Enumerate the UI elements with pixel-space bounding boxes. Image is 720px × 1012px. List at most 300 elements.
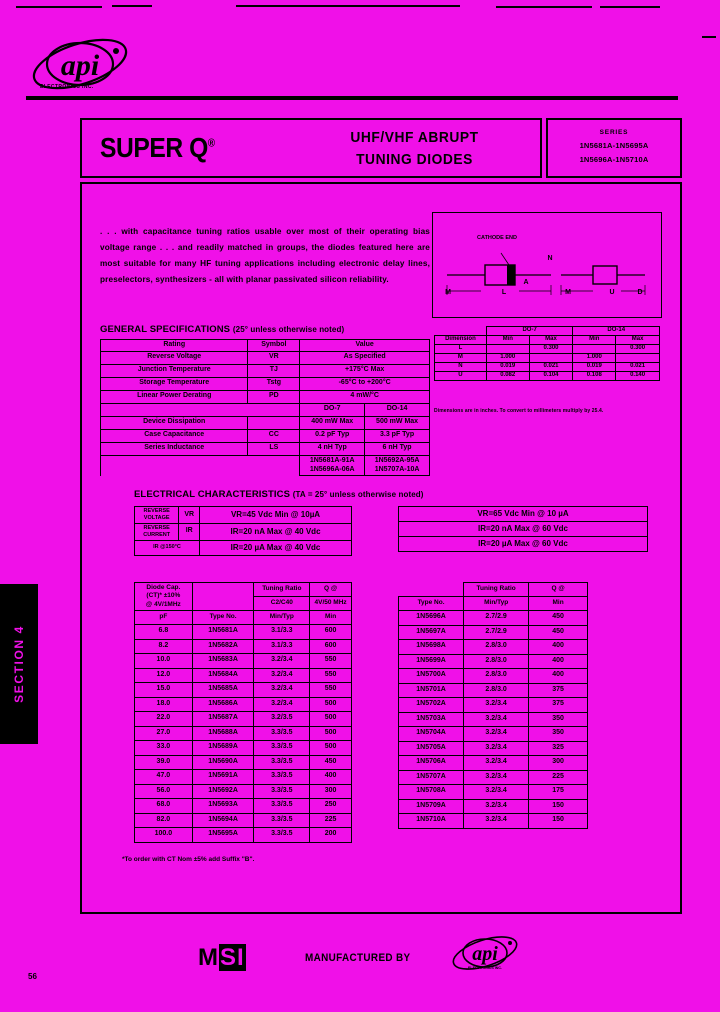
minmax-header: Min — [486, 336, 529, 345]
content-frame — [80, 182, 682, 914]
rating-cell: Storage Temperature — [101, 377, 248, 390]
q-cell: 600 — [310, 625, 352, 640]
type-no-cell: 1N5697A — [399, 625, 464, 640]
q-cell: 300 — [310, 784, 352, 799]
tuning-ratio-cell: 3.3/3.5 — [254, 755, 310, 770]
type-no-cell: 1N5709A — [399, 799, 464, 814]
rating-cell: Linear Power Derating — [101, 390, 248, 403]
table-row — [135, 668, 352, 683]
tuning-ratio-cell: 2.8/3.0 — [464, 683, 529, 698]
registered-mark: ® — [207, 137, 215, 150]
column-header: Rating — [101, 340, 248, 352]
type-no-cell: 1N5705A — [399, 741, 464, 756]
type-no-cell: 1N5696A — [399, 611, 464, 626]
electrical-characteristics-left — [134, 506, 352, 556]
parameter-value: IR=20 nA Max @ 40 Vdc — [200, 523, 352, 540]
cap-unit: pF — [135, 611, 193, 625]
msi-logo-m: M — [198, 944, 219, 971]
q-cell: 350 — [529, 712, 588, 727]
package-label-l: L — [501, 289, 507, 296]
dimension-column-header: Dimension — [435, 336, 487, 345]
title-box — [80, 118, 542, 178]
type-no-cell: 1N5690A — [192, 755, 254, 770]
package-outline-diagram — [432, 212, 662, 318]
tuning-ratio-cell: 3.2/3.4 — [254, 697, 310, 712]
q-cell: 325 — [529, 741, 588, 756]
do14-cell: 3.3 pF Typ — [365, 429, 430, 442]
table-row — [399, 741, 588, 756]
do7-cell: 1N5681A-91A 1N5696A-06A — [300, 455, 365, 476]
table-row — [435, 345, 660, 354]
q-cell: 400 — [310, 770, 352, 785]
package-label-m-left: M — [445, 289, 451, 296]
q-cell: 400 — [529, 640, 588, 655]
type-no-cell: 1N5695A — [192, 828, 254, 843]
table-unit-row — [399, 597, 588, 611]
svg-text:api: api — [60, 49, 100, 82]
capacitance-cell: 10.0 — [135, 654, 193, 669]
series-label: SERIES — [599, 129, 629, 136]
type-header — [192, 583, 254, 611]
type-no-cell: 1N5707A — [399, 770, 464, 785]
symbol-cell: TJ — [248, 364, 300, 377]
q-cell: 175 — [529, 785, 588, 800]
table-row — [135, 784, 352, 799]
type-no-label: Type No. — [192, 611, 254, 625]
blank-cell — [101, 403, 300, 416]
table-row — [101, 455, 430, 476]
tuning-ratio-cell: 2.8/3.0 — [464, 669, 529, 684]
type-no-cell: 1N5684A — [192, 668, 254, 683]
q-cell: 225 — [310, 813, 352, 828]
electrical-heading-note: (TA = 25° unless otherwise noted) — [292, 490, 424, 499]
table-row — [135, 507, 352, 524]
manufactured-by-label: MANUFACTURED BY — [305, 952, 411, 964]
scan-artifact — [236, 5, 460, 7]
table-row — [399, 698, 588, 713]
rating-cell: Case Capacitance — [101, 429, 248, 442]
section-tab — [0, 584, 38, 744]
table-row — [101, 442, 430, 455]
table-header-row — [135, 583, 352, 597]
do14-min-cell: 0.108 — [573, 372, 616, 381]
q-cell: 550 — [310, 668, 352, 683]
table-row — [135, 755, 352, 770]
capacitance-cell: 33.0 — [135, 741, 193, 756]
package-label-cathode: CATHODE END — [477, 235, 517, 241]
tuning-ratio-sub: C2/C40 — [254, 597, 310, 611]
q-header: Q @ — [310, 583, 352, 597]
tuning-ratio-cell: 3.3/3.5 — [254, 770, 310, 785]
tuning-ratio-cell: 3.3/3.5 — [254, 828, 310, 843]
parametric-table-right — [398, 582, 588, 829]
symbol-cell — [248, 455, 300, 476]
rating-cell: Junction Temperature — [101, 364, 248, 377]
table-row — [101, 351, 430, 364]
value-cell: -65°C to +200°C — [300, 377, 430, 390]
q-cell: 350 — [529, 727, 588, 742]
tuning-ratio-cell: 2.7/2.9 — [464, 625, 529, 640]
q-cell: 450 — [310, 755, 352, 770]
q-cell: 550 — [310, 683, 352, 698]
q-cell: 500 — [310, 712, 352, 727]
type-no-cell: 1N5693A — [192, 799, 254, 814]
table-row — [135, 828, 352, 843]
q-cell: 450 — [529, 611, 588, 626]
do7-min-cell — [486, 345, 529, 354]
q-cell: 225 — [529, 770, 588, 785]
capacitance-cell: 82.0 — [135, 813, 193, 828]
tuning-ratio-header: Tuning Ratio — [464, 583, 529, 597]
msi-logo-si: SI — [220, 944, 245, 971]
type-no-cell: 1N5692A — [192, 784, 254, 799]
product-name — [100, 132, 215, 164]
do14-cell: 1N5692A-95A 1N5707A-10A — [365, 455, 430, 476]
tuning-ratio-cell: 3.2/3.4 — [464, 770, 529, 785]
electrical-characteristics-right — [398, 506, 648, 552]
table-row — [399, 654, 588, 669]
tuning-ratio-cell: 2.8/3.0 — [464, 654, 529, 669]
spacer-cell — [399, 583, 464, 597]
tuning-ratio-header: Tuning Ratio — [254, 583, 310, 597]
type-no-cell: 1N5688A — [192, 726, 254, 741]
header-rule — [26, 96, 678, 100]
parameter-label: IR @150°C — [135, 540, 200, 555]
parameter-symbol: IR — [179, 523, 200, 540]
q-header: Q @ — [529, 583, 588, 597]
table-row — [399, 640, 588, 655]
q-cell: 550 — [310, 654, 352, 669]
table-row — [135, 683, 352, 698]
scan-artifact — [496, 6, 592, 8]
table-unit-row — [135, 611, 352, 625]
q-cell: 375 — [529, 683, 588, 698]
table-row — [135, 799, 352, 814]
value-cell: 4 mW/°C — [300, 390, 430, 403]
table-row — [135, 654, 352, 669]
q-cell: 375 — [529, 698, 588, 713]
q-cell: 500 — [310, 697, 352, 712]
q-sub: 4V/50 MHz — [310, 597, 352, 611]
dimension-cell: N — [435, 363, 487, 372]
minmax-header: Max — [616, 336, 660, 345]
dimension-cell: L — [435, 345, 487, 354]
type-no-cell: 1N5698A — [399, 640, 464, 655]
do14-min-cell — [573, 345, 616, 354]
dimension-cell: M — [435, 354, 487, 363]
q-cell: 300 — [529, 756, 588, 771]
package-column-header: DO-14 — [365, 403, 430, 416]
q-cell: 450 — [529, 625, 588, 640]
type-no-cell: 1N5700A — [399, 669, 464, 684]
table-row — [399, 537, 648, 552]
rating-cell: Series Inductance — [101, 442, 248, 455]
table-row — [399, 770, 588, 785]
do14-max-cell: 0.140 — [616, 372, 660, 381]
product-name-text: SUPER Q — [100, 132, 208, 163]
q-cell: 400 — [529, 669, 588, 684]
table-row — [399, 611, 588, 626]
api-footer-logo-subtext: ELECTRONICS INC. — [468, 966, 502, 970]
tuning-minmax-label: Min/Typ — [254, 611, 310, 625]
capacitance-cell: 12.0 — [135, 668, 193, 683]
table-row — [399, 683, 588, 698]
tuning-ratio-cell: 3.1/3.3 — [254, 625, 310, 640]
tuning-minmax-label: Min/Typ — [464, 597, 529, 611]
table-row — [135, 770, 352, 785]
q-cell: 200 — [310, 828, 352, 843]
type-no-cell: 1N5681A — [192, 625, 254, 640]
capacitance-cell: 68.0 — [135, 799, 193, 814]
type-no-cell: 1N5694A — [192, 813, 254, 828]
dimension-cell: U — [435, 372, 487, 381]
svg-text:api: api — [472, 943, 498, 965]
table-header-row — [399, 583, 588, 597]
type-no-cell: 1N5706A — [399, 756, 464, 771]
do14-max-cell: 0.021 — [616, 363, 660, 372]
api-logo-subtext: ELECTRONICS INC. — [40, 84, 94, 90]
product-subtitle-line1: UHF/VHF ABRUPT — [350, 129, 479, 146]
do7-max-cell — [529, 354, 573, 363]
minmax-header: Max — [529, 336, 573, 345]
capacitance-cell: 47.0 — [135, 770, 193, 785]
type-no-label: Type No. — [399, 597, 464, 611]
parametric-table-left — [134, 582, 352, 843]
series-range-1: 1N5681A-1N5695A — [579, 141, 649, 150]
general-specs-heading-note: (25° unless otherwise noted) — [232, 325, 345, 334]
product-subtitle-line2: TUNING DIODES — [356, 150, 473, 168]
type-no-cell: 1N5682A — [192, 639, 254, 654]
scan-artifact — [16, 6, 102, 8]
type-no-cell: 1N5686A — [192, 697, 254, 712]
table-row — [135, 540, 352, 555]
package-label-d: D — [637, 289, 643, 296]
general-specs-heading — [100, 324, 344, 335]
table-row — [399, 799, 588, 814]
cap-header: Diode Cap. (CT)* ±10% @ 4V/1MHz — [135, 583, 193, 611]
table-row — [399, 625, 588, 640]
q-minmax-label: Min — [310, 611, 352, 625]
symbol-cell — [248, 416, 300, 429]
scan-artifact — [600, 6, 660, 8]
capacitance-cell: 27.0 — [135, 726, 193, 741]
do14-max-cell — [616, 354, 660, 363]
do7-max-cell: 0.104 — [529, 372, 573, 381]
capacitance-cell: 15.0 — [135, 683, 193, 698]
parameter-value: VR=45 Vdc Min @ 10µA — [200, 507, 352, 524]
capacitance-cell: 6.8 — [135, 625, 193, 640]
capacitance-cell: 100.0 — [135, 828, 193, 843]
table-row — [135, 813, 352, 828]
table-header-row — [101, 340, 430, 352]
tuning-ratio-cell: 3.2/3.4 — [464, 756, 529, 771]
package-label-m-right: M — [565, 289, 571, 296]
q-cell: 600 — [310, 639, 352, 654]
tuning-ratio-cell: 3.3/3.5 — [254, 741, 310, 756]
tuning-ratio-cell: 3.3/3.5 — [254, 813, 310, 828]
do7-cell: 4 nH Typ — [300, 442, 365, 455]
symbol-cell: LS — [248, 442, 300, 455]
blank-cell — [435, 327, 487, 336]
symbol-cell: PD — [248, 390, 300, 403]
package-group-header: DO-14 — [573, 327, 660, 336]
table-subheader-row — [101, 403, 430, 416]
series-box — [546, 118, 682, 178]
rating-cell: Device Dissipation — [101, 416, 248, 429]
tuning-ratio-cell: 3.3/3.5 — [254, 726, 310, 741]
parameter-label: REVERSE VOLTAGE — [135, 507, 179, 524]
tuning-ratio-cell: 2.7/2.9 — [464, 611, 529, 626]
do7-max-cell: 0.021 — [529, 363, 573, 372]
table-row — [135, 712, 352, 727]
msi-logo — [198, 944, 246, 972]
do7-min-cell: 1.000 — [486, 354, 529, 363]
symbol-cell: VR — [248, 351, 300, 364]
capacitance-cell: 22.0 — [135, 712, 193, 727]
tuning-ratio-cell: 3.2/3.4 — [464, 727, 529, 742]
type-no-cell: 1N5708A — [399, 785, 464, 800]
parameter-value: IR=20 µA Max @ 60 Vdc — [399, 537, 648, 552]
q-cell: 400 — [529, 654, 588, 669]
table-row — [399, 756, 588, 771]
type-no-cell: 1N5702A — [399, 698, 464, 713]
package-label-n: N — [547, 255, 553, 262]
do7-min-cell: 0.019 — [486, 363, 529, 372]
api-logo — [28, 38, 136, 90]
table-row — [399, 727, 588, 742]
capacitance-cell: 8.2 — [135, 639, 193, 654]
table-row — [101, 364, 430, 377]
table-row — [135, 741, 352, 756]
type-no-cell: 1N5701A — [399, 683, 464, 698]
tuning-ratio-cell: 3.2/3.4 — [464, 741, 529, 756]
parameter-value: VR=65 Vdc Min @ 10 µA — [399, 507, 648, 522]
tuning-ratio-cell: 3.2/3.4 — [254, 654, 310, 669]
type-no-cell: 1N5703A — [399, 712, 464, 727]
table-row — [399, 785, 588, 800]
capacitance-cell: 39.0 — [135, 755, 193, 770]
general-specifications-table — [100, 339, 430, 476]
type-no-cell: 1N5699A — [399, 654, 464, 669]
electrical-heading — [134, 489, 424, 500]
tuning-ratio-cell: 3.2/3.4 — [254, 683, 310, 698]
table-row — [399, 669, 588, 684]
tuning-ratio-cell: 3.2/3.5 — [254, 712, 310, 727]
package-label-a: A — [523, 279, 529, 286]
table-row — [101, 429, 430, 442]
table-row — [101, 390, 430, 403]
page-number: 56 — [28, 972, 37, 981]
do14-min-cell: 0.019 — [573, 363, 616, 372]
tuning-ratio-cell: 2.8/3.0 — [464, 640, 529, 655]
type-no-cell: 1N5691A — [192, 770, 254, 785]
do7-cell: 0.2 pF Typ — [300, 429, 365, 442]
table-row — [135, 726, 352, 741]
section-tab-label: SECTION 4 — [12, 625, 26, 703]
tuning-ratio-cell: 3.1/3.3 — [254, 639, 310, 654]
q-cell: 150 — [529, 814, 588, 829]
parameter-symbol: VR — [179, 507, 200, 524]
intro-paragraph: . . . with capacitance tuning ratios usable over most of their operating bias voltage range . . . and readily matched in groups, the diodes featured here are most suitable for many HF tuning applications including electronic delay lines, preselectors, synthesizers - all with planar passivated silicon reliability. — [100, 227, 430, 285]
package-label-u: U — [609, 289, 615, 296]
q-cell: 500 — [310, 741, 352, 756]
rating-cell: Reverse Voltage — [101, 351, 248, 364]
table-row — [435, 372, 660, 381]
type-no-cell: 1N5689A — [192, 741, 254, 756]
table-row — [399, 814, 588, 829]
scan-artifact — [702, 36, 716, 38]
tuning-ratio-cell: 3.2/3.4 — [464, 799, 529, 814]
tuning-ratio-cell: 3.3/3.5 — [254, 799, 310, 814]
table-row — [135, 697, 352, 712]
dimension-note: Dimensions are in inches. To convert to millimeters multiply by 25.4. — [434, 408, 604, 414]
do14-cell: 500 mW Max — [365, 416, 430, 429]
product-subtitle — [306, 127, 522, 171]
table-row — [101, 416, 430, 429]
symbol-cell: Tstg — [248, 377, 300, 390]
q-cell: 150 — [529, 799, 588, 814]
type-no-cell: 1N5710A — [399, 814, 464, 829]
type-no-cell: 1N5687A — [192, 712, 254, 727]
capacitance-cell: 18.0 — [135, 697, 193, 712]
table-row — [135, 639, 352, 654]
q-minmax-label: Min — [529, 597, 588, 611]
order-footnote: *To order with CT Nom ±5% add Suffix "B". — [122, 856, 255, 863]
scan-artifact — [112, 5, 152, 7]
table-row — [135, 625, 352, 640]
do7-min-cell: 0.082 — [486, 372, 529, 381]
table-row — [399, 522, 648, 537]
package-dimension-table — [434, 326, 660, 381]
tuning-ratio-cell: 3.2/3.4 — [464, 698, 529, 713]
type-no-cell: 1N5683A — [192, 654, 254, 669]
type-no-cell: 1N5704A — [399, 727, 464, 742]
table-row — [399, 712, 588, 727]
q-cell: 500 — [310, 726, 352, 741]
do14-cell: 6 nH Typ — [365, 442, 430, 455]
package-group-header: DO-7 — [486, 327, 573, 336]
value-cell: +175°C Max — [300, 364, 430, 377]
tuning-ratio-cell: 3.2/3.4 — [464, 785, 529, 800]
table-row — [435, 354, 660, 363]
minmax-header: Min — [573, 336, 616, 345]
table-row — [399, 507, 648, 522]
parameter-label: REVERSE CURRENT — [135, 523, 179, 540]
tuning-ratio-cell: 3.3/3.5 — [254, 784, 310, 799]
table-header-row — [435, 327, 660, 336]
table-subheader-row — [435, 336, 660, 345]
tuning-ratio-cell: 3.2/3.4 — [464, 712, 529, 727]
general-specs-heading-text: GENERAL SPECIFICATIONS — [100, 324, 231, 335]
capacitance-cell: 56.0 — [135, 784, 193, 799]
column-header: Value — [300, 340, 430, 352]
tuning-ratio-cell: 3.2/3.4 — [254, 668, 310, 683]
do14-max-cell: 0.300 — [616, 345, 660, 354]
do7-cell: 400 mW Max — [300, 416, 365, 429]
do14-min-cell: 1.000 — [573, 354, 616, 363]
table-row — [435, 363, 660, 372]
tuning-ratio-cell: 3.2/3.4 — [464, 814, 529, 829]
symbol-cell: CC — [248, 429, 300, 442]
q-cell: 250 — [310, 799, 352, 814]
table-row — [135, 523, 352, 540]
series-range-2: 1N5696A-1N5710A — [579, 155, 649, 164]
package-column-header: DO-7 — [300, 403, 365, 416]
electrical-heading-text: ELECTRICAL CHARACTERISTICS — [134, 489, 291, 500]
value-cell: As Specified — [300, 351, 430, 364]
parameter-value: IR=20 µA Max @ 40 Vdc — [200, 540, 352, 555]
parameter-value: IR=20 nA Max @ 60 Vdc — [399, 522, 648, 537]
